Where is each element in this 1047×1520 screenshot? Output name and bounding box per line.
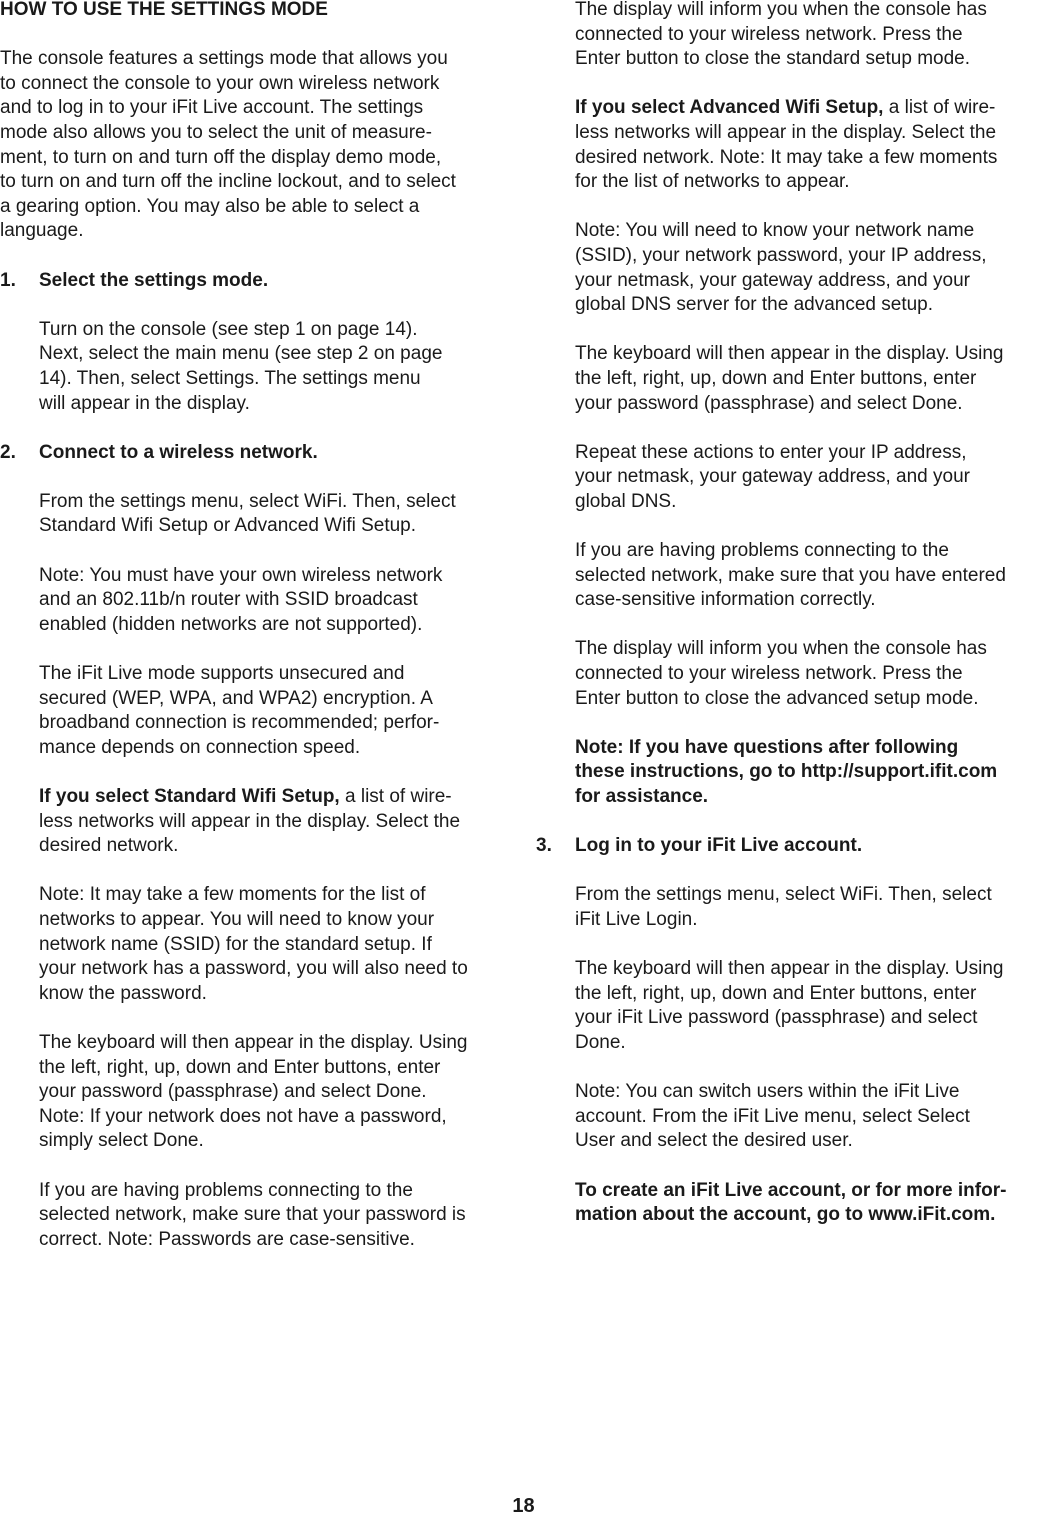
step-2-problems: If you are having problems connecting to the selected network, make sure that your password is correct. Note: Passwords are case-sensitive. xyxy=(39,1179,466,1250)
advanced-setup-paragraph: If you select Advanced Wifi Setup, a list of wire- less networks will appear in the display. Select the desired network. Note: It may take a few moments for the list of networks to appear. xyxy=(575,97,998,193)
left-column xyxy=(0,0,508,1252)
step-3-title: 3. Log in to your iFit Live account. xyxy=(536,834,1047,859)
advanced-note-paragraph: Note: You will need to know your network name (SSID), your network password, your IP address, your netmask, your gateway address, and your global DNS server for the advanced setup. xyxy=(575,220,987,316)
step-2-title: 2. Connect to a wireless network. xyxy=(0,441,508,466)
support-note: Note: If you have questions after following these instructions, go to http://support.ifit.com for assistance. xyxy=(575,736,998,807)
step-3-create-account: To create an iFit Live account, or for more infor- mation about the account, go to www.iFit.com. xyxy=(575,1179,1007,1226)
right-column xyxy=(536,0,1047,1228)
page-number: 18 xyxy=(512,1495,535,1517)
display-advanced-paragraph: The display will inform you when the console has connected to your wireless network. Press the Enter button to close the advanced setup mode. xyxy=(575,638,987,709)
step-2-router-note: Note: You must have your own wireless network and an 802.11b/n router with SSID broadcast enabled (hidden networks are not supported). xyxy=(39,564,443,635)
step-1-title: 1. Select the settings mode. xyxy=(0,269,508,294)
step-2-standard-setup: If you select Standard Wifi Setup, a list of wire- less networks will appear in the display. Select the desired network. xyxy=(39,786,461,857)
step-2-moments-note: Note: It may take a few moments for the list of networks to appear. You will need to know your network name (SSID) for the standard setup. If your network has a password, you will also need to know the password. xyxy=(39,884,468,1004)
section-heading: HOW TO USE THE SETTINGS MODE xyxy=(0,0,328,20)
step-number: 3. xyxy=(536,835,552,857)
step-2-select-wifi: From the settings menu, select WiFi. Then, select Standard Wifi Setup or Advanced Wifi Setup. xyxy=(39,490,456,537)
step-number: 1. xyxy=(0,269,16,291)
step-3-select-login: From the settings menu, select WiFi. Then, select iFit Live Login. xyxy=(575,884,992,930)
step-2-encryption: The iFit Live mode supports unsecured and secured (WEP, WPA, and WPA2) encryption. A broadband connection is recommended; perfor- mance depends on connection speed. xyxy=(39,663,440,758)
problems-paragraph: If you are having problems connecting to the selected network, make sure that you have entered case-sensitive information correctly. xyxy=(575,540,1006,611)
display-standard-paragraph: The display will inform you when the console has connected to your wireless network. Press the Enter button to close the standard setup mode. xyxy=(575,0,987,70)
intro-paragraph: The console features a settings mode that allows you to connect the console to your own wireless network and to log in to your iFit Live account. The settings mode also allows you to select the unit of measure- ment, to turn on and turn off the display demo mode, to turn on and turn off the incline lockout, and to select a gearing option. You may also be able to select a language. xyxy=(0,48,456,242)
step-2-keyboard: The keyboard will then appear in the display. Using the left, right, up, down and Enter buttons, enter your password (passphrase) and select Done. Note: If your network does not have a password, simply select Done. xyxy=(39,1031,468,1152)
step-1-body: Turn on the console (see step 1 on page 14). Next, select the main menu (see step 2 on page 14). Then, select Settings. The settings menu will appear in the display. xyxy=(39,318,443,414)
step-number: 2. xyxy=(0,441,16,463)
step-3-switch-users: Note: You can switch users within the iFit Live account. From the iFit Live menu, select Select User and select the desired user. xyxy=(575,1081,970,1152)
keyboard-paragraph: The keyboard will then appear in the display. Using the left, right, up, down and Enter buttons, enter your password (passphrase) and select Done. xyxy=(575,343,1004,414)
repeat-paragraph: Repeat these actions to enter your IP address, your netmask, your gateway address, and your global DNS. xyxy=(575,441,970,512)
step-3-keyboard: The keyboard will then appear in the display. Using the left, right, up, down and Enter buttons, enter your iFit Live password (passphrase) and select Done. xyxy=(575,958,1004,1053)
